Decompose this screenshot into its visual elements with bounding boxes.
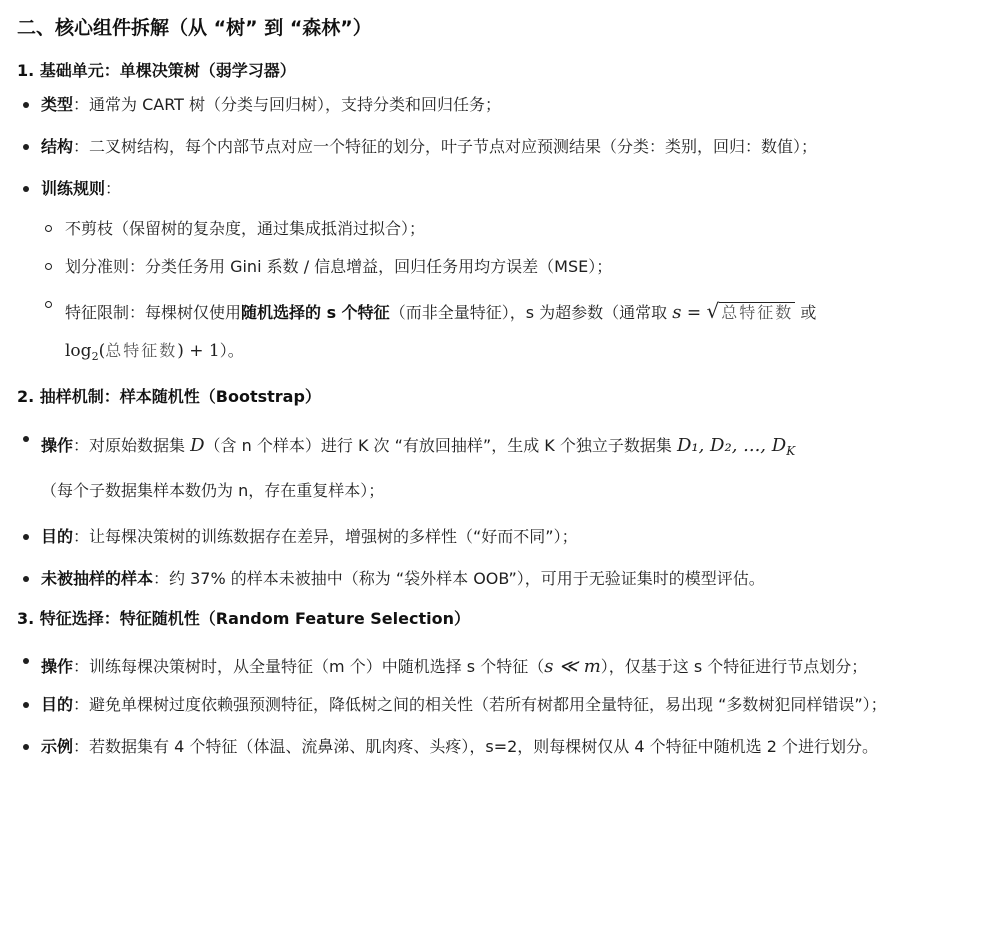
feature-limit-text-a: 特征限制：每棵树仅使用 [65,303,242,322]
or-text: 或 [795,303,817,322]
oob-label: 未被抽样的样本 [41,569,154,589]
feature-op-label: 操作 [41,657,74,677]
bootstrap-op-text-a: ：对原始数据集 [73,436,191,456]
list-item-type [17,92,989,118]
list-item-bootstrap-purpose [17,524,989,550]
math-log-close: ) + 1 [177,341,220,361]
subsection-heading-1: 1. 基础单元：单棵决策树（弱学习器） [17,61,296,80]
feature-limit-text-b: （而非全量特征），s 为超参数（通常取 [389,303,673,322]
sub-item-split-criterion: 划分准则：分类任务用 Gini 系数 / 信息增益，回归任务用均方误差（MSE）； [17,254,989,280]
sub-item-feature-limit [17,292,989,376]
bullet-list-3 [17,648,989,760]
feature-limit-bold: 随机选择的 s 个特征 [241,303,390,322]
list-item-example [17,734,989,760]
training-rules-colon: ： [105,179,122,198]
type-text: ：通常为 CART 树（分类与回归树），支持分类和回归任务； [73,95,502,114]
math-D-list: D₁, D₂, ..., D [676,435,787,457]
structure-label: 结构 [41,137,74,156]
list-item-training-rules [17,176,989,376]
feature-op-text-b: ），仅基于这 s 个特征进行节点划分； [600,657,868,677]
bootstrap-purpose-label: 目的 [41,527,74,547]
section-title: 二、核心组件拆解（从 “树” 到 “森林”） [17,17,372,39]
math-log-open: ( [98,341,106,361]
math-log-inner: 总特征数 [105,341,178,360]
list-item-structure [17,134,989,160]
structure-text: ：二叉树结构，每个内部节点对应一个特征的划分，叶子节点对应预测结果（分类：类别，回归：数值）； [73,137,818,156]
feature-limit-end: ）。 [219,341,244,360]
example-label: 示例 [41,737,74,757]
math-log: log [65,341,92,361]
example-text: ：若数据集有 4 个特征（体温、流鼻涕、肌肉疼、头疼），s=2，则每棵树仅从 4 个特征中随机选 2 个进行划分。 [73,737,878,757]
list-item-feature-purpose [17,692,989,718]
sqrt-symbol: √ [706,299,720,323]
list-item-oob [17,566,989,592]
feature-purpose-label: 目的 [41,695,74,715]
sqrt-content: 总特征数 [721,303,794,322]
math-log-base: 2 [91,350,99,364]
math-s-ll-m: s ≪ m [544,656,601,678]
subsection-heading-3: 3. 特征选择：特征随机性（Random Feature Selection） [17,609,470,629]
bootstrap-purpose-text: ：让每棵决策树的训练数据存在差异，增强树的多样性（“好而不同”）； [73,527,578,547]
bullet-list-1 [17,92,989,376]
list-item-feature-operation [17,648,989,686]
sub-list-rules [17,216,989,376]
type-label: 类型 [41,95,74,114]
feature-purpose-text: ：避免单棵树过度依赖强预测特征，降低树之间的相关性（若所有树都用全量特征，易出现 “多数树犯同样错误”）； [73,695,887,715]
bootstrap-op-text-c: （每个子数据集样本数仍为 n，存在重复样本）； [41,481,385,501]
math-D: D [190,435,205,457]
training-rules-label: 训练规则 [41,179,106,198]
math-s: s [672,302,682,323]
math-equals: = [681,303,707,323]
bullet-list-2 [17,426,989,592]
feature-op-text-a: ：训练每棵决策树时，从全量特征（m 个）中随机选择 s 个特征（ [73,657,545,677]
oob-text: ：约 37% 的样本未被抽中（称为 “袋外样本 OOB”），可用于无验证集时的模型评估。 [153,569,765,589]
subsection-heading-2: 2. 抽样机制：样本随机性（Bootstrap） [17,387,321,407]
bootstrap-op-label: 操作 [41,436,74,456]
bootstrap-op-text-b: （含 n 个样本）进行 K 次 “有放回抽样”，生成 K 个独立子数据集 [204,436,677,456]
math-D-K-sub: K [786,444,796,459]
sub-item-no-pruning: 不剪枝（保留树的复杂度，通过集成抵消过拟合）； [17,216,989,242]
list-item-bootstrap-operation [17,426,989,510]
